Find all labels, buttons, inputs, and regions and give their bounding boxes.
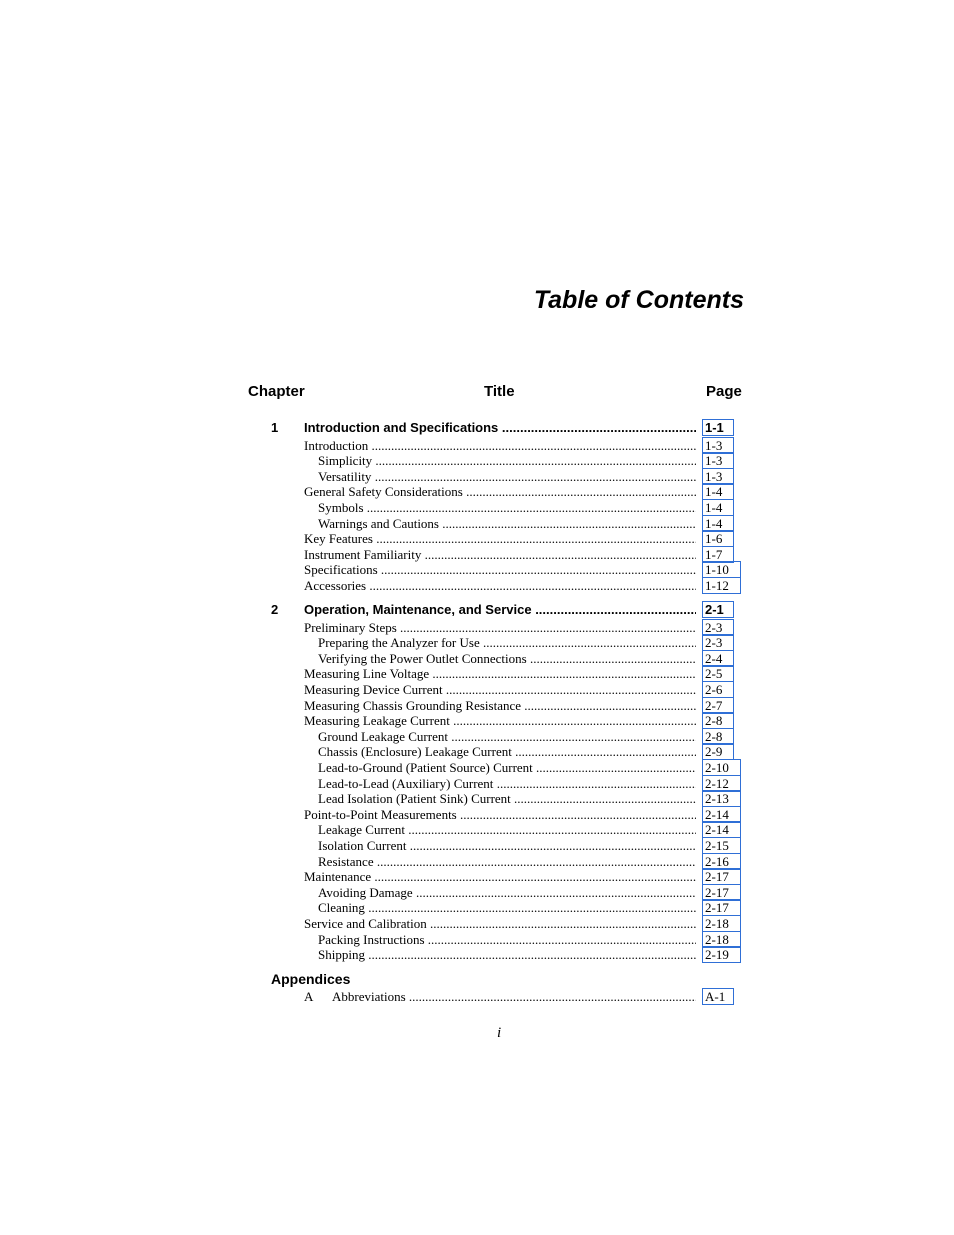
page-link[interactable]: 2-17	[702, 868, 741, 885]
entry-title: Resistance .....	[318, 854, 696, 870]
subsection-entry[interactable]	[0, 744, 954, 760]
chapter-entry[interactable]	[0, 420, 954, 436]
page-link[interactable]: 1-12	[702, 577, 741, 594]
appendices-heading: Appendices	[271, 971, 351, 987]
entry-title: Versatility .....	[318, 469, 696, 485]
entry-title: General Safety Considerations .....	[304, 484, 696, 500]
subsection-entry[interactable]	[0, 947, 954, 963]
entry-title: Lead-to-Ground (Patient Source) Current .....	[318, 760, 696, 776]
page-link[interactable]: 1-4	[702, 483, 734, 500]
page-link[interactable]: 2-12	[702, 775, 741, 792]
section-entry[interactable]	[0, 562, 954, 578]
page-link[interactable]: 1-3	[702, 437, 734, 454]
subsection-entry[interactable]	[0, 729, 954, 745]
page-link[interactable]: 2-7	[702, 697, 734, 714]
section-entry[interactable]	[0, 438, 954, 454]
chapter-number: 2	[271, 602, 279, 617]
page-link[interactable]: 2-3	[702, 634, 734, 651]
subsection-entry[interactable]	[0, 516, 954, 532]
page-link[interactable]: 1-4	[702, 515, 734, 532]
subsection-entry[interactable]	[0, 791, 954, 807]
page-link[interactable]: 1-3	[702, 468, 734, 485]
section-entry[interactable]	[0, 531, 954, 547]
page-link[interactable]: 2-6	[702, 681, 734, 698]
subsection-entry[interactable]	[0, 469, 954, 485]
subsection-entry[interactable]	[0, 854, 954, 870]
entry-title: Lead Isolation (Patient Sink) Current .....	[318, 791, 696, 807]
page-link[interactable]: 2-14	[702, 821, 741, 838]
column-header-title: Title	[484, 383, 515, 400]
entry-title: Preliminary Steps .....	[304, 620, 696, 636]
section-entry[interactable]	[0, 620, 954, 636]
entry-title: Measuring Device Current .....	[304, 682, 696, 698]
section-entry[interactable]	[0, 578, 954, 594]
page-link[interactable]: 2-19	[702, 946, 741, 963]
appendix-title: Abbreviations .....	[332, 989, 696, 1005]
section-entry[interactable]	[0, 869, 954, 885]
page-link[interactable]: 2-8	[702, 728, 734, 745]
page-link[interactable]: 1-3	[702, 452, 734, 469]
chapter-number: 1	[271, 420, 279, 435]
section-entry[interactable]	[0, 682, 954, 698]
entry-title: Shipping .....	[318, 947, 696, 963]
page-link[interactable]: 1-6	[702, 530, 734, 547]
section-entry[interactable]	[0, 547, 954, 563]
subsection-entry[interactable]	[0, 635, 954, 651]
chapter-title: Operation, Maintenance, and Service .....	[304, 602, 696, 618]
page-link[interactable]: 2-16	[702, 853, 741, 870]
column-header-page: Page	[706, 383, 742, 400]
entry-title: Symbols .....	[318, 500, 696, 516]
entry-title: Ground Leakage Current .....	[318, 729, 696, 745]
page-link[interactable]: 2-17	[702, 884, 741, 901]
chapter-title: Introduction and Specifications .....	[304, 420, 696, 436]
page-link[interactable]: 2-15	[702, 837, 741, 854]
subsection-entry[interactable]	[0, 453, 954, 469]
chapter-entry[interactable]	[0, 602, 954, 618]
page-link[interactable]: 2-4	[702, 650, 734, 667]
page-title: Table of Contents	[533, 286, 744, 314]
subsection-entry[interactable]	[0, 838, 954, 854]
subsection-entry[interactable]	[0, 651, 954, 667]
entry-title: Isolation Current .....	[318, 838, 696, 854]
appendix-entry[interactable]	[0, 989, 954, 1005]
page-link[interactable]: 2-5	[702, 665, 734, 682]
page-link[interactable]: 1-1	[702, 419, 734, 436]
page-link[interactable]: 2-3	[702, 619, 734, 636]
page-link[interactable]: 2-8	[702, 712, 734, 729]
section-entry[interactable]	[0, 666, 954, 682]
subsection-entry[interactable]	[0, 885, 954, 901]
section-entry[interactable]	[0, 698, 954, 714]
subsection-entry[interactable]	[0, 776, 954, 792]
entry-title: Packing Instructions .....	[318, 932, 696, 948]
entry-title: Measuring Line Voltage .....	[304, 666, 696, 682]
entry-title: Lead-to-Lead (Auxiliary) Current .....	[318, 776, 696, 792]
page-link[interactable]: 2-14	[702, 806, 741, 823]
page-link[interactable]: 1-7	[702, 546, 734, 563]
entry-title: Verifying the Power Outlet Connections .....	[318, 651, 696, 667]
page-link[interactable]: 2-9	[702, 743, 734, 760]
page-number: i	[497, 1025, 502, 1041]
page-link[interactable]: A-1	[702, 988, 734, 1005]
page-link[interactable]: 2-10	[702, 759, 741, 776]
page-link[interactable]: 2-18	[702, 931, 741, 948]
page-link[interactable]: 2-13	[702, 790, 741, 807]
entry-title: Avoiding Damage .....	[318, 885, 696, 901]
entry-title: Specifications .....	[304, 562, 696, 578]
page-link[interactable]: 1-10	[702, 561, 741, 578]
section-entry[interactable]	[0, 484, 954, 500]
subsection-entry[interactable]	[0, 932, 954, 948]
entry-title: Introduction .....	[304, 438, 696, 454]
section-entry[interactable]	[0, 807, 954, 823]
entry-title: Accessories .....	[304, 578, 696, 594]
subsection-entry[interactable]	[0, 500, 954, 516]
page-link[interactable]: 2-18	[702, 915, 741, 932]
page-link[interactable]: 2-17	[702, 899, 741, 916]
section-entry[interactable]	[0, 916, 954, 932]
entry-title: Point-to-Point Measurements .....	[304, 807, 696, 823]
appendix-letter: A	[304, 989, 314, 1004]
entry-title: Leakage Current .....	[318, 822, 696, 838]
entry-title: Measuring Leakage Current .....	[304, 713, 696, 729]
entry-title: Chassis (Enclosure) Leakage Current .....	[318, 744, 696, 760]
subsection-entry[interactable]	[0, 822, 954, 838]
section-entry[interactable]	[0, 713, 954, 729]
entry-title: Simplicity .....	[318, 453, 696, 469]
entry-title: Service and Calibration .....	[304, 916, 696, 932]
entry-title: Measuring Chassis Grounding Resistance .....	[304, 698, 696, 714]
subsection-entry[interactable]	[0, 760, 954, 776]
entry-title: Instrument Familiarity .....	[304, 547, 696, 563]
page-link[interactable]: 1-4	[702, 499, 734, 516]
entry-title: Preparing the Analyzer for Use .....	[318, 635, 696, 651]
entry-title: Warnings and Cautions .....	[318, 516, 696, 532]
page-link[interactable]: 2-1	[702, 601, 734, 618]
entry-title: Cleaning .....	[318, 900, 696, 916]
entry-title: Key Features .....	[304, 531, 696, 547]
entry-title: Maintenance .....	[304, 869, 696, 885]
subsection-entry[interactable]	[0, 900, 954, 916]
column-header-chapter: Chapter	[248, 383, 305, 400]
